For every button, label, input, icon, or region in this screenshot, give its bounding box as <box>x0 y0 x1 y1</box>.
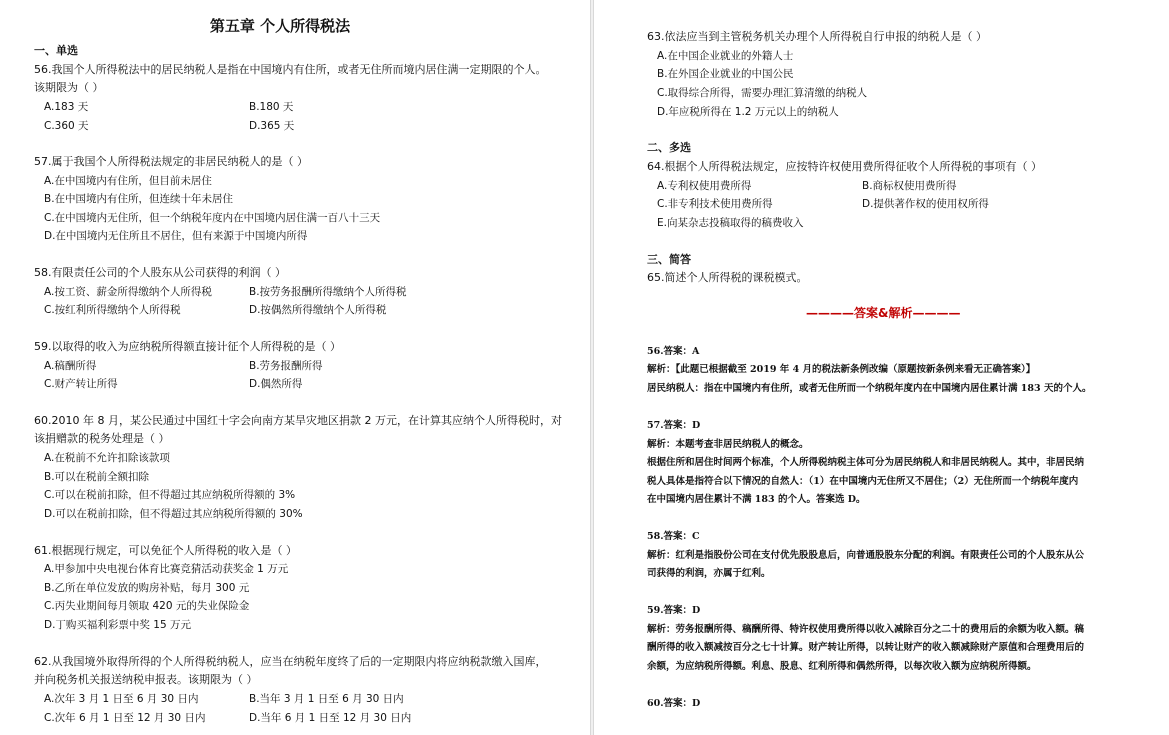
section-heading-single-choice: 一、单选 <box>34 44 78 57</box>
answer-explanation: 司获得的利润，亦属于红利。 <box>647 568 771 579</box>
option-c: C.非专利技术使用费所得 <box>657 198 773 210</box>
question-text: 56.我国个人所得税法中的居民纳税人是指在中国境内有住所，或者无住所而境内居住满一定期限的个人。 <box>34 63 547 76</box>
answer-explanation: 解析：【此题已根据截至 2019 年 4 月的税法新条例改编（原题按新条例来看无正确答案）】 <box>647 364 1036 375</box>
option-a: A.专利权使用费所得 <box>657 180 752 192</box>
answer-explanation: 解析：本题考查非居民纳税人的概念。 <box>647 439 809 450</box>
question-text: 60.2010 年 8 月，某公民通过中国红十字会向南方某旱灾地区捐款 2 万元，在计算其应纳个人所得税时，对 <box>34 414 562 427</box>
answer-explanation: 税人具体是指符合以下情况的自然人：（1）在中国境内无住所又不居住；（2）无住所而一个纳税年度内 <box>647 476 1079 487</box>
answer-label: 58.答案：C <box>647 531 700 542</box>
option-c: C.在中国境内无住所，但一个纳税年度内在中国境内居住满一百八十三天 <box>44 212 381 224</box>
question-text: 58.有限责任公司的个人股东从公司获得的利润（ ） <box>34 266 286 279</box>
option-d: D.年应税所得在 1.2 万元以上的纳税人 <box>657 106 839 118</box>
option-d: D.在中国境内无住所且不居住，但有来源于中国境内所得 <box>44 230 308 242</box>
option-a: A.在中国境内有住所，但目前未居住 <box>44 175 212 187</box>
section-heading-multiple-choice: 二、多选 <box>647 141 691 154</box>
option-e: E.向某杂志投稿取得的稿费收入 <box>657 217 804 229</box>
option-b: B.在外国企业就业的中国公民 <box>657 68 794 80</box>
option-c: C.取得综合所得，需要办理汇算清缴的纳税人 <box>657 87 868 99</box>
answer-label: 59.答案：D <box>647 605 701 616</box>
option-b: B.劳务报酬所得 <box>249 360 323 372</box>
option-c: C.次年 6 月 1 日至 12 月 30 日内 <box>44 712 206 724</box>
option-c: C.丙失业期间每月领取 420 元的失业保险金 <box>44 600 250 612</box>
option-d: D.按偶然所得缴纳个人所得税 <box>249 304 387 316</box>
question-text: 57.属于我国个人所得税法规定的非居民纳税人的是（ ） <box>34 155 308 168</box>
option-a: A.按工资、薪金所得缴纳个人所得税 <box>44 286 212 298</box>
option-d: D.365 天 <box>249 120 295 132</box>
section-heading-short-answer: 三、简答 <box>647 253 691 266</box>
question-text: 该期限为（ ） <box>34 81 104 94</box>
right-page <box>594 0 1169 735</box>
question-text: 64.根据个人所得税法规定，应按特许权使用费所得征收个人所得税的事项有（ ） <box>647 160 1042 173</box>
option-b: B.当年 3 月 1 日至 6 月 30 日内 <box>249 693 404 705</box>
question-text: 63.依法应当到主管税务机关办理个人所得税自行申报的纳税人是（ ） <box>647 30 987 43</box>
option-a: A.次年 3 月 1 日至 6 月 30 日内 <box>44 693 199 705</box>
answer-label: 57.答案：D <box>647 420 701 431</box>
answer-explanation: 解析：劳务报酬所得、稿酬所得、特许权使用费所得以收入减除百分之二十的费用后的余额为收入额。稿 <box>647 624 1085 635</box>
question-text: 该捐赠款的税务处理是（ ） <box>34 432 170 445</box>
question-text: 61.根据现行规定，可以免征个人所得税的收入是（ ） <box>34 544 297 557</box>
answer-explanation: 在中国境内居住累计不满 183 的个人。答案选 D。 <box>647 494 866 505</box>
question-text: 59.以取得的收入为应纳税所得额直接计征个人所得税的是（ ） <box>34 340 341 353</box>
option-d: D.偶然所得 <box>249 378 303 390</box>
option-b: B.乙所在单位发放的购房补贴，每月 300 元 <box>44 582 250 594</box>
answer-explanation: 酬所得的收入额减按百分之七十计算。财产转让所得，以转让财产的收入额减除财产原值和合理费用后的 <box>647 642 1085 653</box>
option-a: A.稿酬所得 <box>44 360 97 372</box>
answer-label: 56.答案：A <box>647 346 700 357</box>
option-c: C.可以在税前扣除，但不得超过其应纳税所得额的 3% <box>44 489 296 501</box>
option-d: D.丁购买福利彩票中奖 15 万元 <box>44 619 191 631</box>
option-b: B.180 天 <box>249 101 294 113</box>
answer-explanation: 解析：红利是指股份公司在支付优先股股息后，向普通股股东分配的利润。有限责任公司的个人股东从公 <box>647 550 1085 561</box>
chapter-title: 第五章 个人所得税法 <box>209 17 351 35</box>
option-c: C.360 天 <box>44 120 89 132</box>
option-a: A.在税前不允许扣除该款项 <box>44 452 170 464</box>
option-d: D.提供著作权的使用权所得 <box>862 198 989 210</box>
option-c: C.财产转让所得 <box>44 378 118 390</box>
answer-explanation: 余额，为应纳税所得额。利息、股息、红利所得和偶然所得，以每次收入额为应纳税所得额。 <box>647 661 1037 672</box>
option-a: A.183 天 <box>44 101 89 113</box>
answer-explanation: 根据住所和居住时间两个标准，个人所得税纳税主体可分为居民纳税人和非居民纳税人。其中，非居民纳 <box>647 457 1085 468</box>
option-c: C.按红利所得缴纳个人所得税 <box>44 304 181 316</box>
answer-explanation: 居民纳税人：指在中国境内有住所，或者无住所而一个纳税年度内在中国境内居住累计满 183 天的个人。 <box>647 383 1092 394</box>
answer-label: 60.答案：D <box>647 698 701 709</box>
option-a: A.甲参加中央电视台体育比赛竞猜活动获奖金 1 万元 <box>44 563 289 575</box>
option-d: D.可以在税前扣除，但不得超过其应纳税所得额的 30% <box>44 508 303 520</box>
question-65: 65.简述个人所得税的课税模式。 <box>647 271 808 284</box>
option-b: B.可以在税前全额扣除 <box>44 471 150 483</box>
question-text: 并向税务机关报送纳税申报表。该期限为（ ） <box>34 673 258 686</box>
question-text: 62.从我国境外取得所得的个人所得税纳税人，应当在纳税年度终了后的一定期限内将应纳税款缴入国库， <box>34 655 547 668</box>
option-b: B.在中国境内有住所，但连续十年未居住 <box>44 193 234 205</box>
answer-section-title: ————答案&解析———— <box>806 306 961 320</box>
option-b: B.按劳务报酬所得缴纳个人所得税 <box>249 286 407 298</box>
option-a: A.在中国企业就业的外籍人士 <box>657 50 794 62</box>
option-d: D.当年 6 月 1 日至 12 月 30 日内 <box>249 712 412 724</box>
option-b: B.商标权使用费所得 <box>862 180 957 192</box>
